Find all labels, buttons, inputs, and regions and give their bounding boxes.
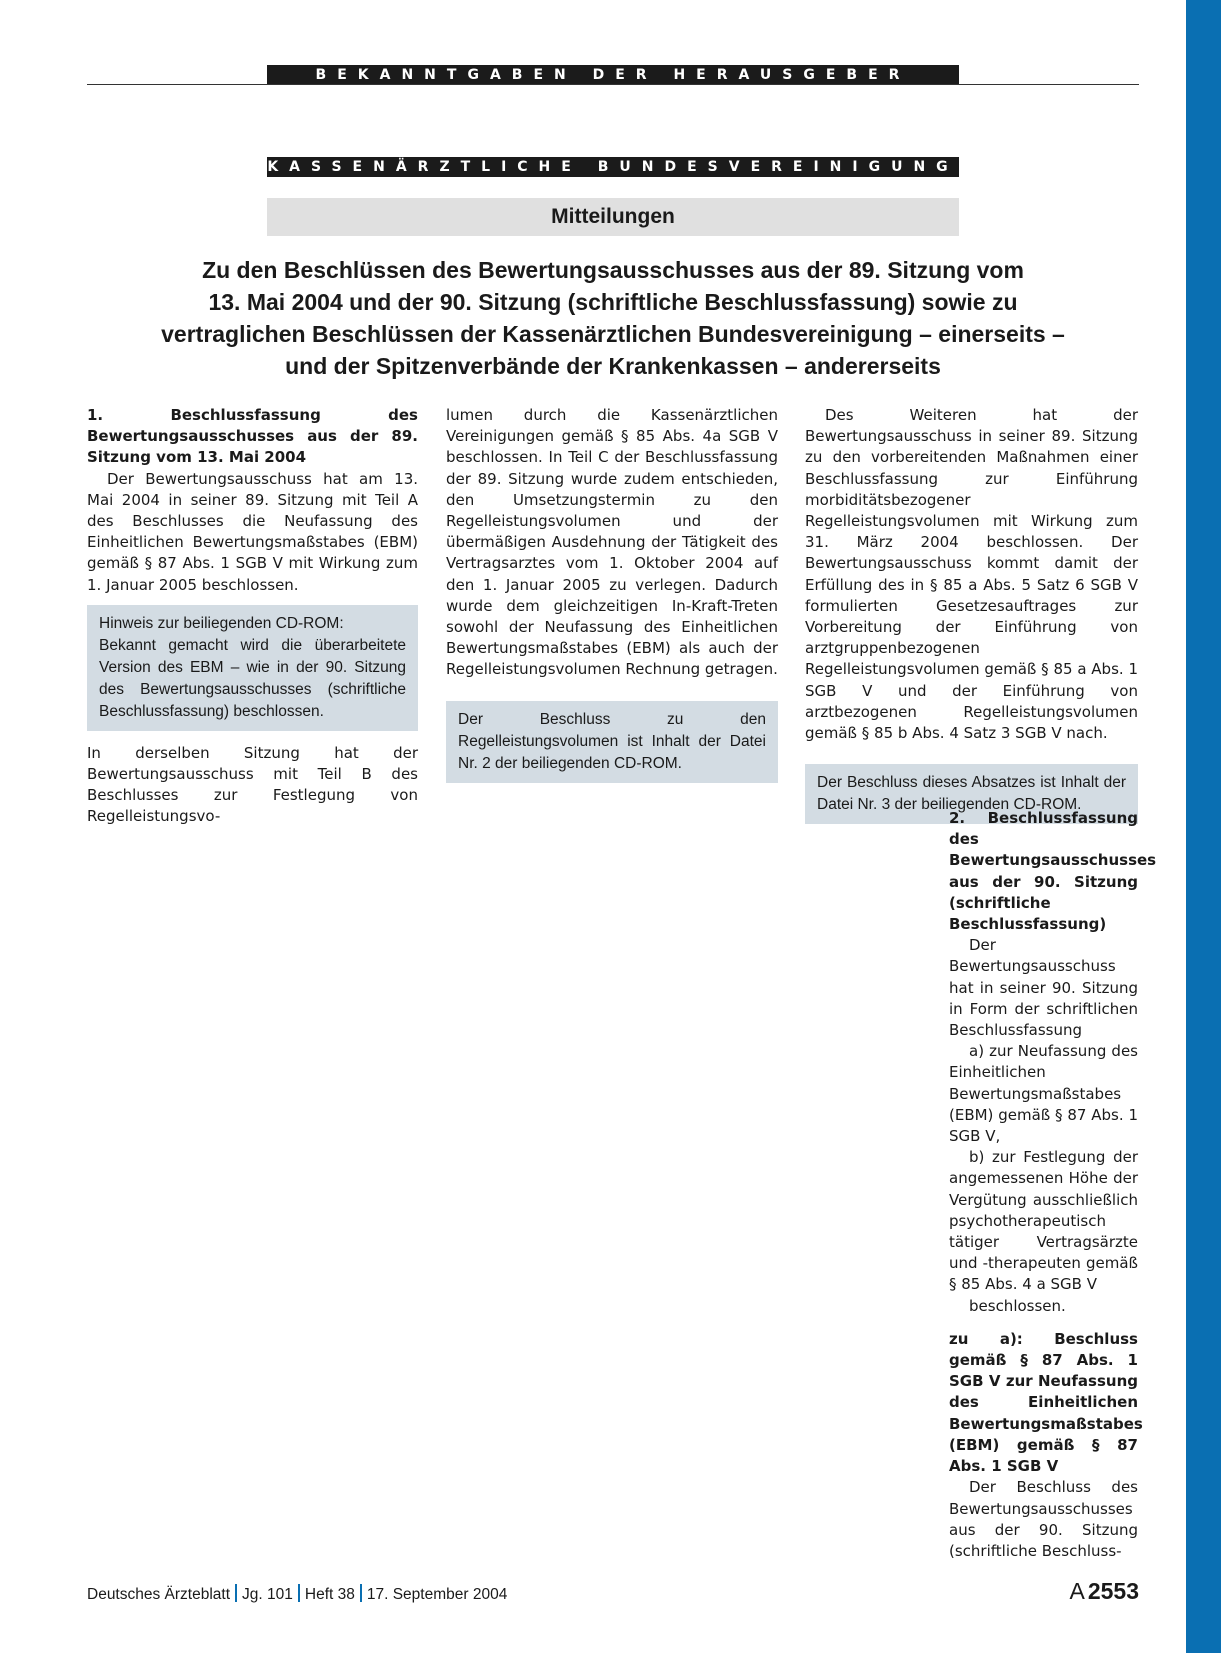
page-number-value: 2553 xyxy=(1087,1578,1139,1604)
column-1 xyxy=(87,405,418,828)
title-line: vertraglichen Beschlüssen der Kassenärztlichen Bundesvereinigung – einerseits – xyxy=(161,321,1065,347)
section-2-heading: 2. Beschlussfassung des Bewertungsausschusses aus der 90. Sitzung (schriftliche Beschlussfassung) xyxy=(949,809,1157,934)
section-2-item-a: a) zur Neufassung des Einheitlichen Bewertungsmaßstabes (EBM) gemäß § 87 Abs. 1 SGB V, xyxy=(949,1042,1138,1146)
footer-volume: Jg. 101 xyxy=(242,1586,293,1603)
section-2-item-b: b) zur Festlegung der angemessenen Höhe der Vergütung ausschließlich psychotherapeutisch tätiger Vertragsärzte und -therapeuten gemäß § 85 Abs. 4 a SGB V xyxy=(949,1148,1138,1294)
footer-issue: Heft 38 xyxy=(304,1586,355,1603)
footer-separator xyxy=(360,1584,362,1602)
article-title xyxy=(87,254,1139,382)
section-2-paragraph: Der Bewertungsausschuss hat in seiner 90. Sitzung in Form der schriftlichen Beschlussfassung xyxy=(949,936,1138,1040)
section-1-heading: 1. Beschlussfassung des Bewertungsausschusses aus der 89. Sitzung vom 13. Mai 2004 xyxy=(87,406,418,467)
section-1-paragraph: Der Bewertungsausschuss hat am 13. Mai 2004 in seiner 89. Sitzung mit Teil A des Beschlusses die Neufassung des Einheitlichen Bewertungsmaßstabes (EBM) gemäß § 87 Abs. 1 SGB V mit Wirkung zum 1. Januar 2005 beschlossen. xyxy=(87,469,418,594)
column-2 xyxy=(446,405,778,783)
footer-separator xyxy=(298,1584,300,1602)
column-4 xyxy=(949,808,1157,1562)
footer-journal: Deutsches Ärzteblatt xyxy=(87,1586,231,1603)
footer-citation xyxy=(87,1584,507,1604)
column-3-paragraph: Des Weiteren hat der Bewertungsausschuss in seiner 89. Sitzung zu den vorbereitenden Maßnahmen einer Beschlussfassung zur Einführung morbiditätsbezogener Regelleistungsvolumen mit Wirkung zum 31. März 2004 beschlossen. Der Bewertungsausschuss kommt damit der Erfüllung des in § 85 a Abs. 5 Satz 6 SGB V formulierten Gesetzesauftrages zur Vorbereitung der Einführung von arztgruppenbezogenen Regelleistungsvolumen gemäß § 85 a Abs. 1 SGB V und der Einführung von arztbezogenen Regelleistungsvolumen gemäß § 85 b Abs. 4 Satz 3 SGB V nach. xyxy=(805,406,1138,743)
section-1-paragraph-2: In derselben Sitzung hat der Bewertungsausschuss mit Teil B des Beschlusses zur Festlegung von Regelleistungsvo- xyxy=(87,743,418,826)
zu-a-heading: zu a): Beschluss gemäß § 87 Abs. 1 SGB V zur Neufassung des Einheitlichen Bewertungsmaßstabes (EBM) gemäß § 87 Abs. 1 SGB V xyxy=(949,1329,1143,1476)
cd-rom-note-title: Hinweis zur beiliegenden CD-ROM: xyxy=(99,614,344,632)
page-number xyxy=(1069,1578,1139,1605)
cd-rom-note-text: Bekannt gemacht wird die überarbeitete Version des EBM – wie in der 90. Sitzung des Bewertungsausschusses (schriftliche Beschlussfassung) beschlossen. xyxy=(99,636,406,720)
footer-separator xyxy=(235,1584,237,1602)
column-3 xyxy=(805,405,1138,824)
title-line: 13. Mai 2004 und der 90. Sitzung (schriftliche Beschlussfassung) sowie zu xyxy=(208,289,1018,315)
header-rule xyxy=(87,84,1139,85)
section-2-closing: beschlossen. xyxy=(969,1296,1066,1315)
regelleistungsvolumen-note-box: Der Beschluss zu den Regelleistungsvolumen ist Inhalt der Datei Nr. 2 der beiliegenden CD-ROM. xyxy=(446,701,778,783)
side-color-bar xyxy=(1186,0,1221,1653)
absatz-note-box: Der Beschluss dieses Absatzes ist Inhalt der Datei Nr. 3 der beiliegenden CD-ROM. xyxy=(805,764,1138,824)
section-band-kbv: KASSENÄRZTLICHE BUNDESVEREINIGUNG xyxy=(267,159,959,175)
page-prefix: A xyxy=(1069,1578,1085,1604)
footer-date: 17. September 2004 xyxy=(366,1586,508,1603)
column-2-paragraph: lumen durch die Kassenärztlichen Vereinigungen gemäß § 85 Abs. 4a SGB V beschlossen. In Teil C der Beschlussfassung der 89. Sitzung wurde zudem entschieden, den Umsetzungstermin zu den Regelleistungsvolumen und der übermäßigen Ausdehnung der Tätigkeit des Vertragsarztes vom 1. Oktober 2004 auf den 1. Januar 2005 zu verlegen. Dadurch wurde dem gleichzeitigen In-Kraft-Treten sowohl der Neufassung des Einheitlichen Bewertungsmaßstabes (EBM) als auch der Regelleistungsvolumen Rechnung getragen. xyxy=(446,406,778,679)
section-band-publishers: BEKANNTGABEN DER HERAUSGEBER xyxy=(267,65,959,85)
cd-rom-note-box xyxy=(87,605,418,731)
title-line: Zu den Beschlüssen des Bewertungsausschusses aus der 89. Sitzung vom xyxy=(202,257,1024,283)
subhead-mitteilungen: Mitteilungen xyxy=(267,198,959,236)
zu-a-paragraph: Der Beschluss des Bewertungsausschusses aus der 90. Sitzung (schriftliche Beschluss- xyxy=(949,1478,1138,1560)
title-line: und der Spitzenverbände der Krankenkassen – andererseits xyxy=(285,353,941,379)
